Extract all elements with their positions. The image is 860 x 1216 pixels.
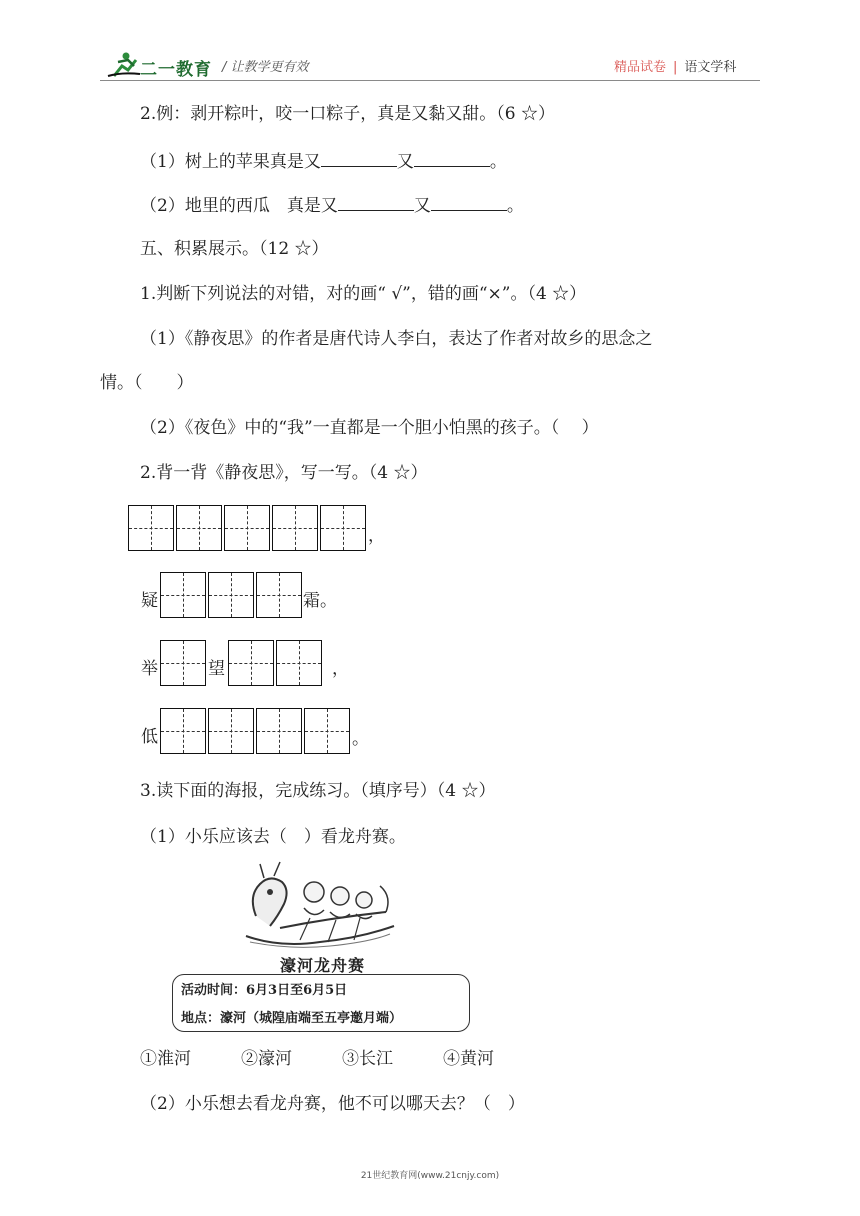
q2-s1-text-a: （1）树上的苹果真是又 bbox=[140, 152, 321, 172]
q2-s2-text-b: 又 bbox=[413, 196, 431, 216]
poem-row-2-end: 霜。 bbox=[303, 591, 337, 611]
grid-cell[interactable] bbox=[160, 572, 206, 618]
header-right bbox=[614, 56, 736, 75]
poem-row-3-mid: 望 bbox=[208, 659, 225, 679]
grid-cell[interactable] bbox=[272, 505, 318, 551]
grid-cell[interactable] bbox=[228, 640, 274, 686]
header-separator: | bbox=[673, 60, 678, 75]
poem-row-4-start: 低 bbox=[141, 727, 158, 747]
writing-grid[interactable] bbox=[160, 572, 304, 618]
grid-cell[interactable] bbox=[224, 505, 270, 551]
q2-s2-text-a: （2）地里的西瓜 真是又 bbox=[140, 196, 338, 216]
answer-blank[interactable] bbox=[414, 150, 490, 167]
judge-stem: 1.判断下列说法的对错，对的画“ √”，错的画“×”。（4 ☆） bbox=[140, 284, 587, 304]
poem-row-3-start: 举 bbox=[141, 659, 158, 679]
poster-title: 濠河龙舟赛 bbox=[280, 956, 366, 975]
poem-row-1-end: ， bbox=[368, 526, 385, 546]
grid-cell[interactable] bbox=[208, 708, 254, 754]
grid-cell[interactable] bbox=[256, 708, 302, 754]
q2-stem: 2.例：剥开粽叶，咬一口粽子，真是又黏又甜。（6 ☆） bbox=[140, 104, 555, 124]
dragon-boat-illustration bbox=[240, 856, 400, 950]
poster-question-1: （1）小乐应该去（ ）看龙舟赛。 bbox=[140, 827, 406, 847]
writing-grid[interactable] bbox=[160, 640, 208, 686]
grid-cell[interactable] bbox=[160, 708, 206, 754]
writing-grid[interactable] bbox=[228, 640, 324, 686]
runner-logo-icon bbox=[106, 50, 142, 78]
q2-sentence-2 bbox=[140, 194, 524, 217]
q2-s1-text-b: 又 bbox=[396, 152, 414, 172]
poem-row-2-start: 疑 bbox=[141, 591, 158, 611]
poster-question-2: （2）小乐想去看龙舟赛，他不可以哪天去？（ ） bbox=[140, 1094, 525, 1114]
poem-row-4 bbox=[0, 708, 860, 754]
footer-source: 21世纪教育网(www.21cnjy.com) bbox=[360, 1171, 500, 1181]
grid-cell[interactable] bbox=[128, 505, 174, 551]
answer-blank[interactable] bbox=[431, 194, 507, 211]
poem-row-2 bbox=[0, 572, 860, 618]
writing-grid[interactable] bbox=[160, 708, 352, 754]
grid-cell[interactable] bbox=[160, 640, 206, 686]
answer-blank[interactable] bbox=[321, 150, 397, 167]
option-2[interactable]: ②濠河 bbox=[241, 1049, 292, 1069]
poem-row-4-end: 。 bbox=[352, 729, 369, 749]
poster-place: 地点：濠河（城隍庙端至五亭邀月端） bbox=[181, 1011, 403, 1026]
grid-cell[interactable] bbox=[256, 572, 302, 618]
judge-item-1-line2: 情。（ ） bbox=[100, 373, 194, 393]
poem-stem: 2.背一背《静夜思》，写一写。（4 ☆） bbox=[140, 463, 428, 483]
grid-cell[interactable] bbox=[304, 708, 350, 754]
option-1[interactable]: ①淮河 bbox=[140, 1049, 191, 1069]
poem-row-3 bbox=[0, 640, 860, 686]
q2-s2-end: 。 bbox=[506, 196, 524, 216]
grid-cell[interactable] bbox=[208, 572, 254, 618]
poster-time: 活动时间：6月3日至6月5日 bbox=[181, 983, 348, 998]
header-tag-paper: 精品试卷 bbox=[614, 60, 667, 75]
judge-item-1-line1: （1）《静夜思》的作者是唐代诗人李白，表达了作者对故乡的思念之 bbox=[140, 329, 653, 349]
poster-stem: 3.读下面的海报，完成练习。（填序号）（4 ☆） bbox=[140, 781, 496, 801]
section-title: 五、积累展示。（12 ☆） bbox=[140, 239, 329, 259]
writing-grid[interactable] bbox=[128, 505, 368, 551]
judge-item-2: （2）《夜色》中的“我”一直都是一个胆小怕黑的孩子。（ ） bbox=[140, 418, 599, 438]
option-4[interactable]: ④黄河 bbox=[443, 1049, 494, 1069]
option-3[interactable]: ③长江 bbox=[342, 1049, 393, 1069]
header-tag-subject: 语文学科 bbox=[684, 60, 737, 75]
logo-text: 二一教育 bbox=[140, 60, 212, 80]
grid-cell[interactable] bbox=[176, 505, 222, 551]
q2-s1-end: 。 bbox=[489, 152, 507, 172]
grid-cell[interactable] bbox=[276, 640, 322, 686]
poem-row-1 bbox=[0, 505, 860, 551]
answer-blank[interactable] bbox=[338, 194, 414, 211]
q2-sentence-1 bbox=[140, 150, 507, 173]
slogan: / 让教学更有效 bbox=[222, 60, 309, 75]
header-divider bbox=[100, 80, 760, 81]
grid-cell[interactable] bbox=[320, 505, 366, 551]
poem-row-3-end: ， bbox=[332, 659, 349, 679]
poster-info-box bbox=[172, 974, 470, 1032]
